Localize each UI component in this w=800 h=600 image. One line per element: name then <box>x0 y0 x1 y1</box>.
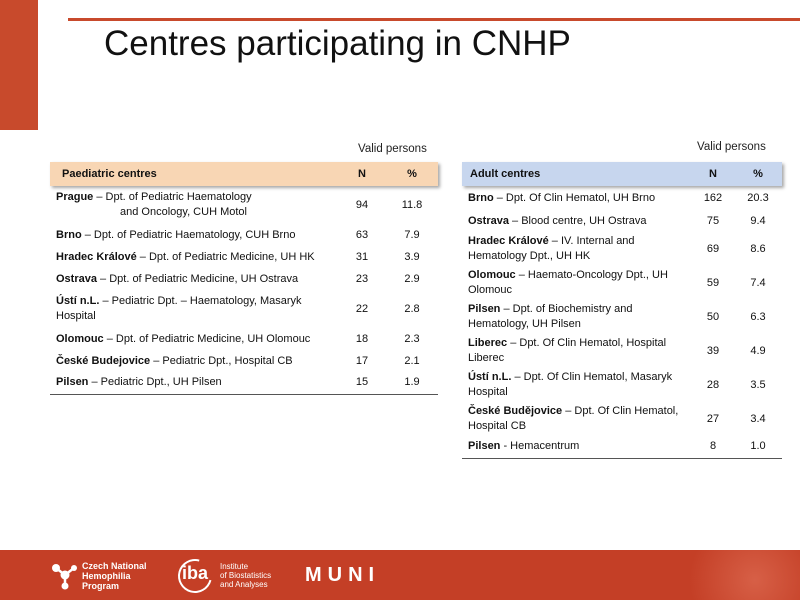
pct-cell: 3.9 <box>404 250 420 263</box>
centre-desc: – Dpt. of Pediatric Haematology <box>93 191 252 203</box>
n-cell: 63 <box>355 228 369 241</box>
centre-cell <box>462 334 692 368</box>
table-row <box>462 334 782 368</box>
table-row <box>462 266 782 300</box>
page-title: Centres participating in CNHP <box>104 24 571 63</box>
adult-header-n: N <box>709 168 717 180</box>
pct-cell: 11.8 <box>401 198 423 211</box>
table-row <box>462 368 782 402</box>
n-cell: 28 <box>706 378 720 391</box>
centre-cell <box>50 246 338 268</box>
paediatric-header-n: N <box>358 168 366 180</box>
centre-city: Pilsen <box>468 440 501 453</box>
paediatric-table <box>50 162 438 395</box>
n-cell: 39 <box>706 344 720 357</box>
centre-desc: – Blood centre, UH Ostrava <box>508 214 647 227</box>
centre-desc: – Dpt. of Pediatric Haematology, CUH Brno <box>81 228 296 241</box>
centre-city: Hradec Králové <box>56 250 137 263</box>
pct-cell: 6.3 <box>750 310 766 323</box>
n-cell: 17 <box>355 354 369 367</box>
centre-desc: – Pediatric Dpt. – Haematology, Masaryk Hospital <box>56 295 302 322</box>
centre-cell <box>462 402 692 436</box>
table-row <box>50 290 438 328</box>
centre-cell <box>462 368 692 402</box>
centre-cell <box>50 224 338 246</box>
n-cell: 94 <box>355 198 369 211</box>
centre-city: Pilsen <box>56 376 89 389</box>
centre-desc: – Dpt. Of Clin Hematol, Hospital Liberec <box>468 337 667 364</box>
table-row <box>50 186 438 224</box>
table-row <box>462 402 782 436</box>
centre-cell <box>462 300 692 334</box>
table-row <box>50 246 438 268</box>
pct-cell: 3.5 <box>750 378 766 391</box>
pct-cell: 7.4 <box>750 276 766 289</box>
centre-desc: – Dpt. Of Clin Hematol, Masaryk Hospital <box>468 371 673 398</box>
n-cell: 23 <box>355 272 369 285</box>
pct-cell: 1.9 <box>386 372 438 394</box>
table-row <box>50 224 438 246</box>
table-row <box>462 210 782 232</box>
centre-cell <box>50 372 338 394</box>
paediatric-header-pct: % <box>407 168 417 180</box>
muni-logo-text: MUNI <box>305 564 381 586</box>
centre-city: Olomouc <box>468 269 516 281</box>
table-row <box>462 232 782 266</box>
centre-cell <box>50 290 338 328</box>
pct-cell: 8.6 <box>750 242 766 255</box>
paediatric-header-centre: Paediatric centres <box>62 168 157 180</box>
adult-header-centre: Adult centres <box>470 168 541 180</box>
centre-city: Ostrava <box>468 214 509 227</box>
centre-cell <box>462 210 692 232</box>
centre-city: Brno <box>56 228 82 241</box>
centre-desc: – Pediatric Dpt., UH Pilsen <box>88 376 222 389</box>
centre-desc-cont: and Oncology, CUH Motol <box>120 206 247 218</box>
centre-city: Prague <box>56 191 94 203</box>
pct-cell: 7.9 <box>404 228 420 241</box>
centre-desc: - Hemacentrum <box>500 440 580 453</box>
pct-cell: 3.4 <box>750 412 766 425</box>
table-row <box>50 350 438 372</box>
footer-bar <box>0 550 800 600</box>
n-cell: 8 <box>692 436 734 458</box>
centre-city: Brno <box>468 191 494 204</box>
centre-city: Liberec <box>468 337 508 349</box>
cnhp-logo-text: Czech National Hemophilia Program <box>82 561 147 591</box>
czech-map-decoration <box>650 550 800 600</box>
table-row <box>462 436 782 458</box>
n-cell: 59 <box>706 276 720 289</box>
table-row <box>50 268 438 290</box>
centre-cell <box>462 266 692 300</box>
pct-cell: 4.9 <box>750 344 766 357</box>
table-row <box>462 186 782 210</box>
centre-desc: – Dpt. of Pediatric Medicine, UH Olomouc <box>103 332 311 345</box>
paediatric-valid-label: Valid persons <box>358 143 427 155</box>
centre-cell <box>50 268 338 290</box>
iba-institute-text: Institute of Biostatistics and Analyses <box>220 562 272 589</box>
pct-cell: 2.3 <box>404 332 420 345</box>
centre-city: Ostrava <box>56 272 97 285</box>
centre-city: Hradec Králové <box>468 235 549 247</box>
centre-cell <box>50 328 338 350</box>
cnhp-molecule-icon <box>50 560 80 590</box>
adult-header-row <box>462 162 782 186</box>
pct-cell: 20.3 <box>747 191 769 204</box>
centre-desc: – Dpt. of Pediatric Medicine, UH Ostrava <box>96 272 299 285</box>
title-rule <box>68 18 800 21</box>
n-cell: 18 <box>355 332 369 345</box>
n-cell: 75 <box>706 214 720 227</box>
centre-city: České Budejovice <box>56 354 151 367</box>
centre-desc: – Dpt. of Biochemistry and Hematology, UH Pilsen <box>468 303 633 330</box>
n-cell: 69 <box>706 242 720 255</box>
adult-table <box>462 162 782 459</box>
iba-logo-text: iba <box>182 563 209 583</box>
centre-desc: – Dpt. Of Clin Hematol, Hospital CB <box>468 405 679 432</box>
centre-city: Ústí n.L. <box>56 295 100 307</box>
n-cell: 27 <box>706 412 720 425</box>
centre-city: České Budějovice <box>468 405 563 417</box>
centre-city: Ústí n.L. <box>468 371 512 383</box>
n-cell: 22 <box>355 302 369 315</box>
table-row <box>50 328 438 350</box>
pct-cell: 1.0 <box>734 436 782 458</box>
n-cell: 162 <box>703 191 723 204</box>
pct-cell: 9.4 <box>750 214 766 227</box>
n-cell: 31 <box>355 250 369 263</box>
centre-desc: – Pediatric Dpt., Hospital CB <box>150 354 293 367</box>
centre-desc: – Dpt. of Pediatric Medicine, UH HK <box>136 250 315 263</box>
centre-cell <box>462 436 692 458</box>
centre-cell <box>50 350 338 372</box>
centre-cell <box>462 232 692 266</box>
centre-cell <box>462 186 692 210</box>
pct-cell: 2.1 <box>404 354 420 367</box>
table-row <box>462 300 782 334</box>
centre-desc: – Haemato-Oncology Dpt., UH Olomouc <box>468 269 668 296</box>
side-accent-bar <box>0 0 38 130</box>
n-cell: 50 <box>706 310 720 323</box>
centre-desc: – IV. Internal and Hematology Dpt., UH HK <box>468 235 635 262</box>
centre-cell <box>50 186 338 224</box>
adult-valid-label: Valid persons <box>697 141 766 153</box>
centre-city: Pilsen <box>468 303 501 315</box>
centre-desc: – Dpt. Of Clin Hematol, UH Brno <box>493 191 656 204</box>
adult-header-pct: % <box>753 168 763 180</box>
paediatric-header-row <box>50 162 438 186</box>
centre-city: Olomouc <box>56 332 104 345</box>
pct-cell: 2.9 <box>404 272 420 285</box>
table-row <box>50 372 438 394</box>
n-cell: 15 <box>338 372 386 394</box>
pct-cell: 2.8 <box>404 302 420 315</box>
